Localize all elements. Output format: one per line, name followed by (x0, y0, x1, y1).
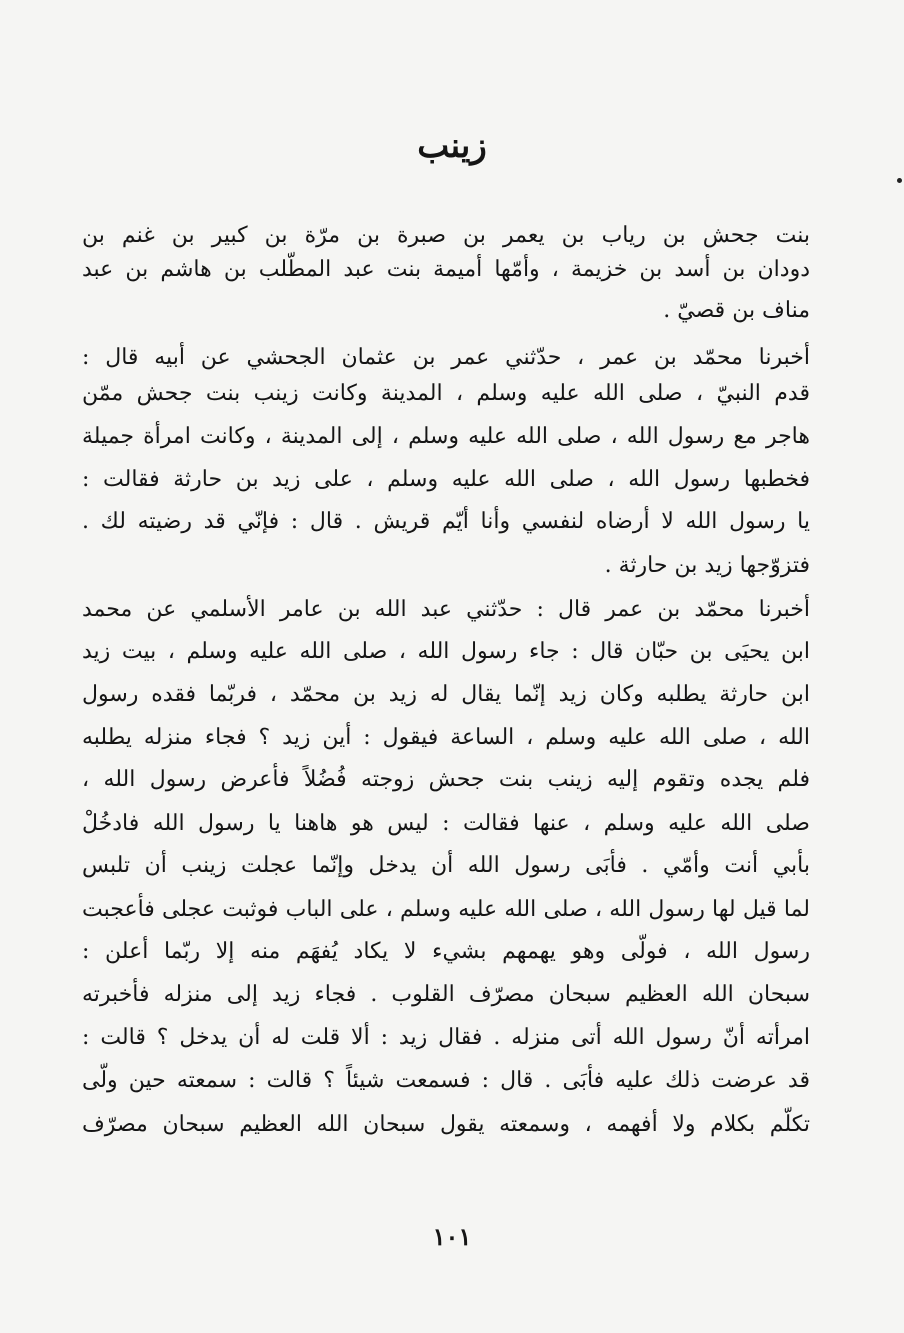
text-line: دودان بن أسد بن خزيمة ، وأمّها أميمة بنت عبد المطّلب بن هاشم بن عبد (82, 257, 810, 282)
text-line: فلم يجده وتقوم إليه زينب بنت جحش زوجته فُضُلاً فأعرض رسول الله ، (82, 767, 810, 792)
page-title: زينب (417, 126, 487, 166)
text-line: قدم النبيّ ، صلى الله عليه وسلم ، المدينة وكانت زينب بنت جحش ممّن (82, 381, 810, 406)
text-line: يا رسول الله لا أرضاه لنفسي وأنا أيّم قريش . قال : فإنّي قد رضيته لك . (82, 509, 810, 534)
text-line: رسول الله ، فولّى وهو يهمهم بشيء لا يكاد يُفهَم منه إلا ربّما أعلن : (82, 939, 810, 964)
text-line: تكلّم بكلام ولا أفهمه ، وسمعته يقول سبحان الله العظيم سبحان مصرّف (82, 1112, 811, 1137)
text-line: هاجر مع رسول الله ، صلى الله عليه وسلم ، إلى المدينة ، وكانت امرأة جميلة (82, 424, 810, 449)
text-line: سبحان الله العظيم سبحان مصرّف القلوب . فجاء زيد إلى منزله فأخبرته (82, 982, 810, 1007)
text-line: فخطبها رسول الله ، صلى الله عليه وسلم ، على زيد بن حارثة فقالت : (82, 467, 810, 492)
text-line: قد عرضت ذلك عليه فأبَى . قال : فسمعت شيئاً ؟ قالت : سمعته حين ولّى (82, 1068, 810, 1093)
text-line: لما قيل لها رسول الله ، صلى الله عليه وسلم ، على الباب فوثبت عجلى فأعجبت (82, 897, 810, 922)
text-line: الله ، صلى الله عليه وسلم ، الساعة فيقول : أين زيد ؟ فجاء منزله يطلبه (82, 725, 810, 750)
text-line: ابن حارثة يطلبه وكان زيد إنّما يقال له زيد بن محمّد ، فربّما فقده رسول (82, 682, 810, 707)
text-line: صلى الله عليه وسلم ، عنها فقالت : ليس هو هاهنا يا رسول الله فادخُلْ (82, 811, 810, 836)
text-line: أخبرنا محمّد بن عمر قال : حدّثني عبد الله بن عامر الأسلمي عن محمد (82, 597, 810, 622)
text-line: أخبرنا محمّد بن عمر ، حدّثني عمر بن عثمان الجحشي عن أبيه قال : (82, 345, 810, 370)
edge-mark (897, 178, 902, 183)
text-line: مناف بن قصيّ . (663, 298, 810, 323)
text-line: بأبي أنت وأمّي . فأبَى رسول الله أن يدخل وإنّما عجلت زينب أن تلبس (82, 853, 810, 878)
text-line: فتزوّجها زيد بن حارثة . (604, 553, 810, 578)
text-line: امرأته أنّ رسول الله أتى منزله . فقال زيد : ألا قلت له أن يدخل ؟ قالت : (82, 1025, 810, 1050)
text-line: ابن يحيَى بن حبّان قال : جاء رسول الله ، صلى الله عليه وسلم ، بيت زيد (82, 639, 810, 664)
page-number: ١٠١ (432, 1222, 472, 1251)
text-line: بنت جحش بن رياب بن يعمر بن صبرة بن مرّة بن كبير بن غنم بن (82, 223, 810, 248)
